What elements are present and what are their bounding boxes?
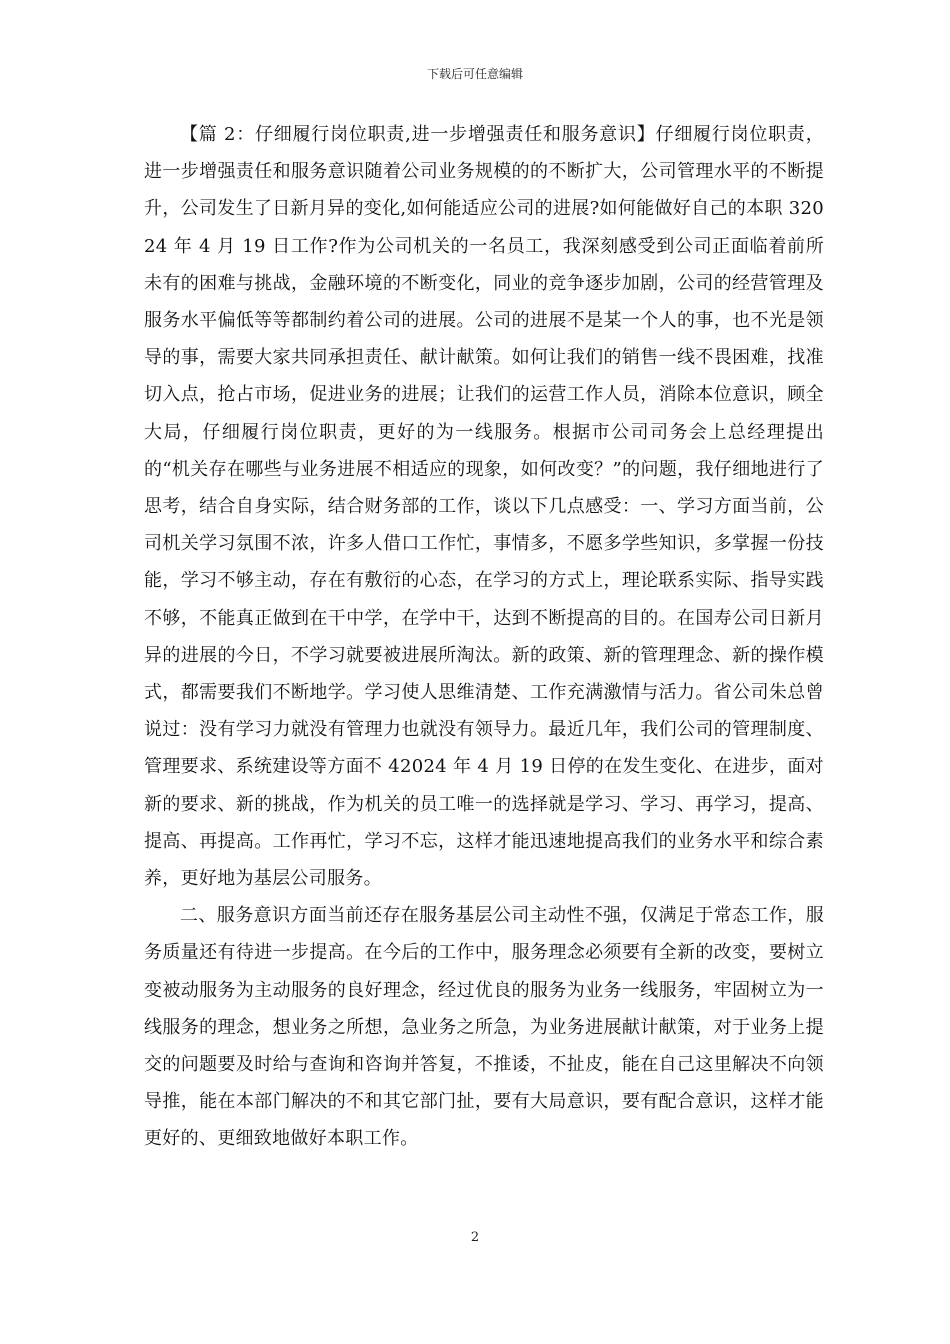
page-number: 2 — [470, 1230, 480, 1245]
body-paragraph-1: 【篇 2：仔细履行岗位职责,进一步增强责任和服务意识】仔细履行岗位职责，进一步增强责任和服务意识随着公司业务规模的的不断扩大，公司管理水平的不断提升，公司发生了日新月异的变化,如何能适应公司的进展?如何能做好自己的本职 32024 年 4 月 19 日工作?作为公司机关的一名员工，我深刻感受到公司正面临着前所未有的困难与挑战，金融环境的不断变化，同业的竞争逐步加剧，公司的经营管理及服务水平偏低等等都制约着公司的进展。公司的进展不是某一个人的事，也不光是领导的事，需要大家共同承担责任、献计献策。如何让我们的销售一线不畏困难，找准切入点，抢占市场，促进业务的进展；让我们的运营工作人员，消除本位意识，顾全大局，仔细履行岗位职责，更好的为一线服务。根据市公司司务会上总经理提出的“机关存在哪些与业务进展不相适应的现象，如何改变？”的问题，我仔细地进行了思考，结合自身实际，结合财务部的工作，谈以下几点感受：一、学习方面当前，公司机关学习氛围不浓，许多人借口工作忙，事情多，不愿多学些知识，多掌握一份技能，学习不够主动，存在有敷衍的心态，在学习的方式上，理论联系实际、指导实践不够，不能真正做到在干中学，在学中干，达到不断提高的目的。在国寿公司日新月异的进展的今日，不学习就要被进展所淘汰。新的政策、新的管理理念、新的操作模式，都需要我们不断地学。学习使人思维清楚、工作充满激情与活力。省公司朱总曾说过：没有学习力就没有管理力也就没有领导力。最近几年，我们公司的管理制度、管理要求、系统建设等方面不 42024 年 4 月 19 日停的在发生变化、在进步，面对新的要求、新的挑战，作为机关的员工唯一的选择就是学习、学习、再学习，提高、提高、再提高。工作再忙，学习不忘，这样才能迅速地提高我们的业务水平和综合素养，更好地为基层公司服务。 — [144, 124, 824, 890]
document-body — [144, 116, 824, 1158]
page-header: 下载后可任意编辑 — [426, 67, 523, 81]
body-paragraph-2: 二、服务意识方面当前还存在服务基层公司主动性不强，仅满足于常态工作，服务质量还有待进一步提高。在今后的工作中，服务理念必须要有全新的改变，要树立变被动服务为主动服务的良好理念，经过优良的服务为业务一线服务，牢固树立为一线服务的理念，想业务之所想，急业务之所急，为业务进展献计献策，对于业务上提交的问题要及时给与查询和咨询并答复，不推诿，不扯皮，能在自己这里解决不向领导推，能在本部门解决的不和其它部门扯，要有大局意识，要有配合意识，这样才能更好的、更细致地做好本职工作。 — [144, 905, 824, 1150]
